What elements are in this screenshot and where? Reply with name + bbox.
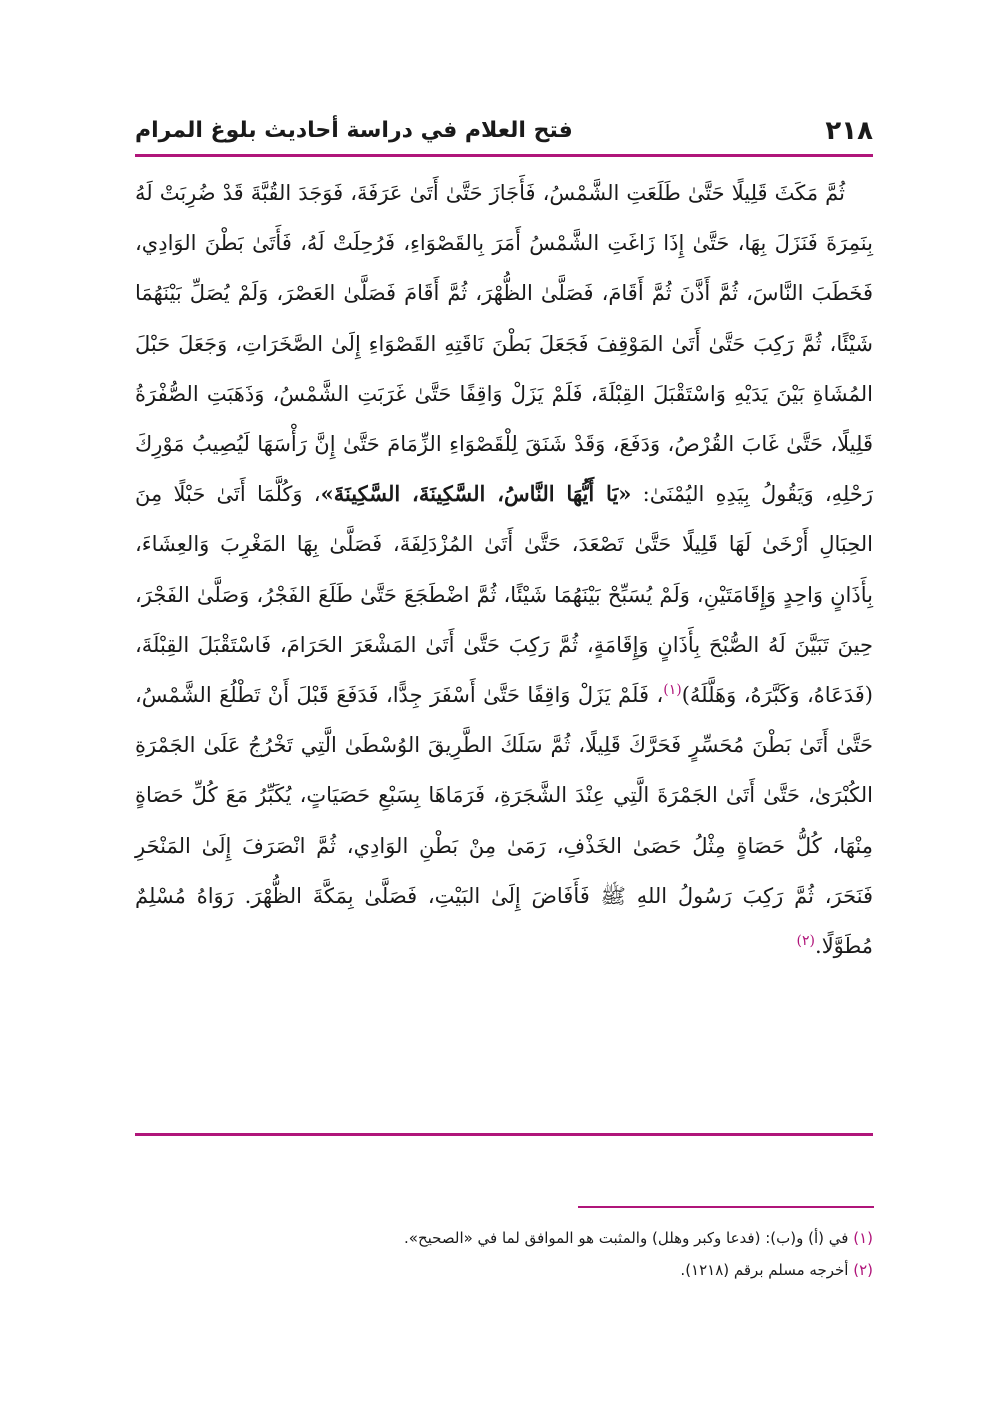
footnote-1 <box>135 1222 873 1254</box>
footnote-separator <box>578 1206 874 1208</box>
page-number: ٢١٨ <box>825 116 873 146</box>
footnote-text: أخرجه مسلم برقم (١٢١٨). <box>680 1261 849 1279</box>
running-title: فتح العلام في دراسة أحاديث بلوغ المرام <box>135 118 573 143</box>
footnotes <box>135 1222 873 1286</box>
page-header <box>135 108 873 154</box>
hadith-text <box>135 168 873 971</box>
footnote-ref-1[interactable]: (١) <box>663 682 682 699</box>
footnote-2 <box>135 1254 873 1286</box>
footnote-number: (١) <box>853 1229 873 1247</box>
footnote-number: (٢) <box>853 1261 873 1279</box>
hadith-text-part-3: ، فَلَمْ يَزَلْ وَاقِفًا حَتَّىٰ أَسْفَرَ جِدًّا، فَدَفَعَ قَبْلَ أَنْ تَطْلُعَ الشَّمْسُ، حَتَّىٰ أَتَىٰ بَطْنَ مُحَسِّرٍ فَحَرَّكَ قَلِيلًا، ثُمَّ سَلَكَ الطَّرِيقَ الوُسْطَىٰ الَّتِي تَخْرُجُ عَلَىٰ الجَمْرَةِ الكُبْرَىٰ، حَتَّىٰ أَتَىٰ الجَمْرَةَ الَّتِي عِنْدَ الشَّجَرَةِ، فَرَمَاهَا بِسَبْعِ حَصَيَاتٍ، يُكَبِّرُ مَعَ كُلِّ حَصَاةٍ مِنْهَا، كُلُّ حَصَاةٍ مِثْلُ حَصَىٰ الخَذْفِ، رَمَىٰ مِنْ بَطْنِ الوَادِي، ثُمَّ انْصَرَفَ إِلَىٰ المَنْحَرِ فَنَحَرَ، ثُمَّ رَكِبَ رَسُولُ اللهِ ﷺ فَأَفَاضَ إِلَىٰ البَيْتِ، فَصَلَّىٰ بِمَكَّةَ الظُّهْرَ. رَوَاهُ مُسْلِمٌ مُطَوَّلًا. <box>135 683 873 959</box>
prophet-quote: «يَا أَيُّهَا النَّاسُ، السَّكِينَةَ، السَّكِينَةَ» <box>320 481 632 507</box>
text-end-rule <box>135 1133 873 1136</box>
header-rule <box>135 154 873 157</box>
hadith-text-part-1: ثُمَّ مَكَثَ قَلِيلًا حَتَّىٰ طَلَعَتِ الشَّمْسُ، فَأَجَازَ حَتَّىٰ أَتَىٰ عَرَفَةَ، فَوَجَدَ القُبَّةَ قَدْ ضُرِبَتْ لَهُ بِنَمِرَةَ فَنَزَلَ بِهَا، حَتَّىٰ إِذَا زَاغَتِ الشَّمْسُ أَمَرَ بِالقَصْوَاءِ، فَرُحِلَتْ لَهُ، فَأَتَىٰ بَطْنَ الوَادِي، فَخَطَبَ النَّاسَ، ثُمَّ أَذَّنَ ثُمَّ أَقَامَ، فَصَلَّىٰ الظُّهْرَ، ثُمَّ أَقَامَ فَصَلَّىٰ العَصْرَ، وَلَمْ يُصَلِّ بَيْنَهُمَا شَيْئًا، ثُمَّ رَكِبَ حَتَّىٰ أَتَىٰ المَوْقِفَ فَجَعَلَ بَطْنَ نَاقَتِهِ القَصْوَاءِ إِلَىٰ الصَّخَرَاتِ، وَجَعَلَ حَبْلَ المُشَاةِ بَيْنَ يَدَيْهِ وَاسْتَقْبَلَ القِبْلَةَ، فَلَمْ يَزَلْ وَاقِفًا حَتَّىٰ غَرَبَتِ الشَّمْسُ، وَذَهَبَتِ الصُّفْرَةُ قَلِيلًا، حَتَّىٰ غَابَ القُرْصُ، وَدَفَعَ، وَقَدْ شَنَقَ لِلْقَصْوَاءِ الزِّمَامَ حَتَّىٰ إِنَّ رَأْسَهَا لَيُصِيبُ مَوْرِكَ رَحْلِهِ، وَيَقُولُ بِيَدِهِ اليُمْنَىٰ: <box>135 181 874 507</box>
footnote-text: في (أ) و(ب): (فدعا وكبر وهلل) والمثبت هو الموافق لما في «الصحيح». <box>404 1229 849 1247</box>
hadith-text-part-2: ، وَكُلَّمَا أَتَىٰ حَبْلًا مِنَ الحِبَالِ أَرْخَىٰ لَهَا قَلِيلًا حَتَّىٰ تَصْعَدَ، حَتَّىٰ أَتَىٰ المُزْدَلِفَةَ، فَصَلَّىٰ بِهَا المَغْرِبَ وَالعِشَاءَ، بِأَذَانٍ وَاحِدٍ وَإِقَامَتَيْنِ، وَلَمْ يُسَبِّحْ بَيْنَهُمَا شَيْئًا، ثُمَّ اضْطَجَعَ حَتَّىٰ طَلَعَ الفَجْرُ، وَصَلَّىٰ الفَجْرَ، حِينَ تَبَيَّنَ لَهُ الصُّبْحَ بِأَذَانٍ وَإِقَامَةٍ، ثُمَّ رَكِبَ حَتَّىٰ أَتَىٰ المَشْعَرَ الحَرَامَ، فَاسْتَقْبَلَ القِبْلَةَ، (فَدَعَاهُ، وَكَبَّرَهُ، وَهَلَّلَهُ) <box>135 482 873 708</box>
footnote-ref-2[interactable]: (٢) <box>796 933 816 950</box>
